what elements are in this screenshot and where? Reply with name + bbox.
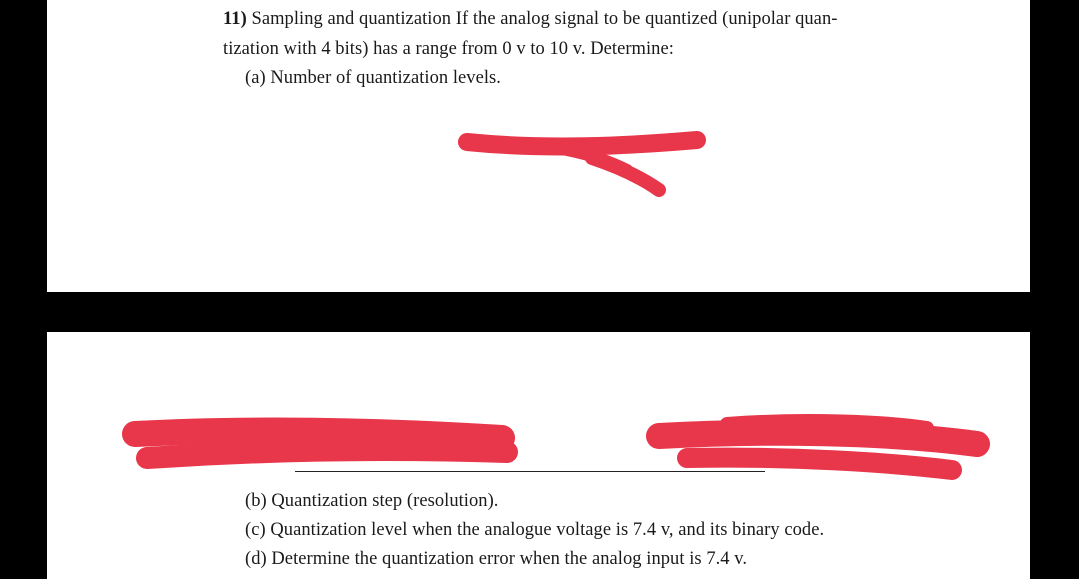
redaction-stroke-top — [467, 140, 697, 146]
problem-line-1-text: Sampling and quantization If the analog signal to be quantized (unipolar quan- — [251, 9, 838, 29]
divider-line — [295, 471, 765, 472]
redaction-right-stroke-3 — [727, 421, 927, 428]
document-panel-top — [47, 0, 1030, 292]
redaction-scribble-top — [47, 0, 1030, 292]
redaction-left-stroke-2 — [147, 450, 507, 458]
part-d: (d) Determine the quantization error when the analog input is 7.4 v. — [245, 549, 748, 569]
problem-line-2: tization with 4 bits) has a range from 0 v to 10 v. Determine: — [223, 39, 674, 59]
problem-number: 11) — [223, 9, 247, 29]
document-panel-bottom — [47, 332, 1030, 579]
redaction-left-stroke-1 — [135, 431, 502, 438]
part-a: (a) Number of quantization levels. — [245, 68, 501, 88]
redaction-right-stroke-2 — [687, 458, 952, 470]
redaction-scribble-bottom — [47, 332, 1030, 579]
part-b: (b) Quantization step (resolution). — [245, 491, 499, 511]
part-c: (c) Quantization level when the analogue voltage is 7.4 v, and its binary code. — [245, 520, 825, 540]
